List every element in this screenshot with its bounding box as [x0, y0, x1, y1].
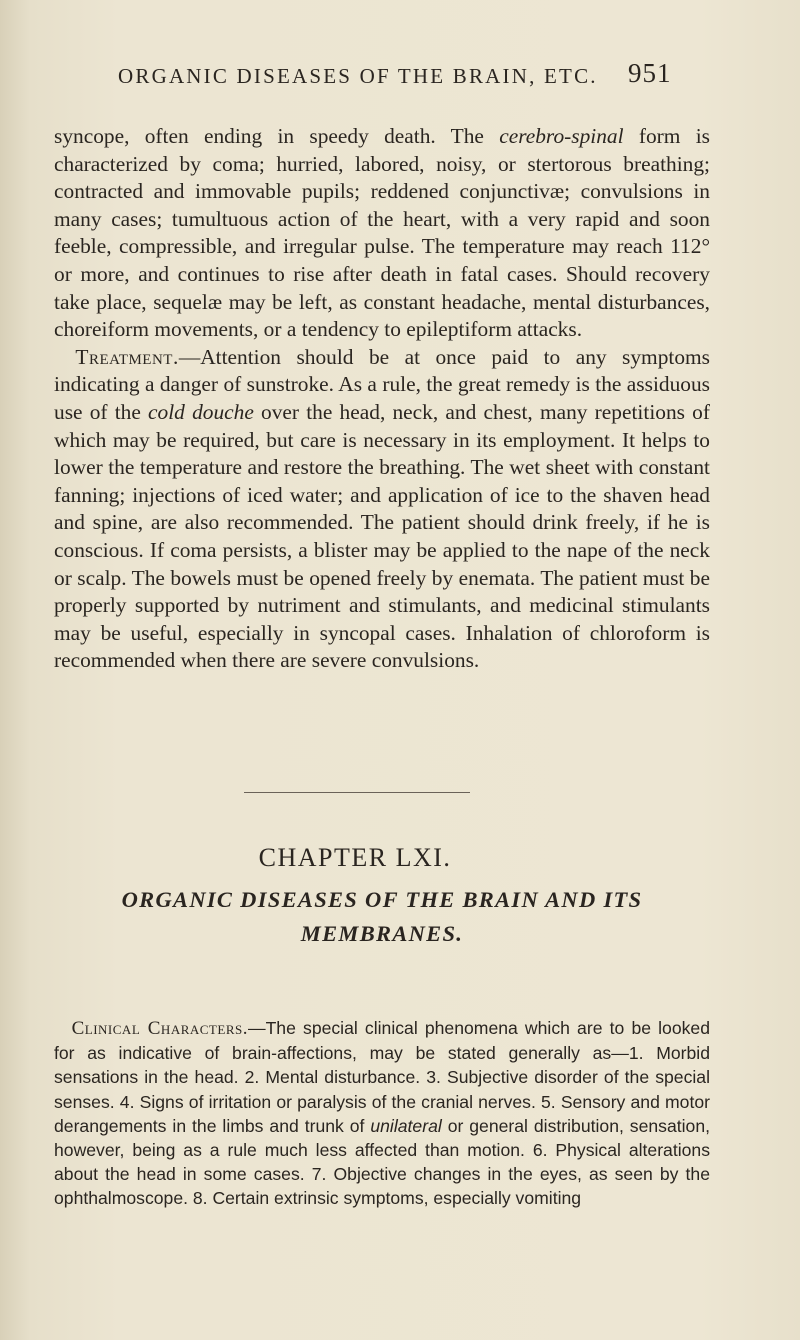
page-header: [0, 58, 800, 98]
clinical-italic-term: unilateral: [370, 1115, 442, 1136]
clinical-lead: Clinical Characters.: [71, 1018, 248, 1039]
chapter-heading: CHAPTER LXI.: [258, 843, 452, 872]
main-text: [54, 123, 710, 675]
paragraph1-text-b: form is characterized by coma; hurried, labored, noisy, or stertorous breathing; contracted and immovable pupils; reddened conjunctivæ; convulsions in many cases; tumultuous action of the heart, with a very rapid and soon feeble, compressible, and irregular pulse. The temperature may reach 112° or more, and continues to rise after death in fatal cases. Should recovery take place, sequelæ may be left, as constant headache, mental disturbances, choreiform movements, or a tendency to epileptiform attacks.: [54, 124, 711, 342]
clinical-text-b: or general distribution, sensation, however, being as a rule much less affected than motion. 6. Physical alterations about the head in some cases. 7. Objective changes in the eyes, as seen by the ophthalmoscope. 8. Certain extrinsic symptoms, especially vomiting: [54, 1115, 711, 1209]
paragraph-clinical: [54, 1016, 710, 1211]
paragraph2-text-a: —Attention should be at once paid to any symptoms indicating a danger of sunstroke. As a rule, the great remedy is the assiduous use of the: [54, 344, 710, 424]
clinical-characters-text: [54, 1016, 710, 1211]
paragraph-symptoms: [54, 123, 710, 344]
page-number: 951: [628, 58, 672, 88]
paragraph1-text-a: syncope, often ending in speedy death. The: [54, 124, 500, 148]
paragraph-treatment: [54, 344, 710, 675]
paragraph1-italic-term: cerebro-spinal: [499, 124, 624, 148]
section-divider: [244, 792, 470, 793]
paragraph2-italic-term: cold douche: [148, 399, 254, 424]
chapter-title: ORGANIC DISEASES OF THE BRAIN AND ITS MEMBRANES.: [121, 887, 643, 946]
running-head: ORGANIC DISEASES OF THE BRAIN, ETC.: [118, 64, 598, 88]
treatment-lead: Treatment.: [75, 344, 179, 369]
paragraph2-text-b: over the head, neck, and chest, many repetitions of which may be required, but care is necessary in its employment. It helps to lower the temperature and restore the breathing. The wet sheet with constant fanning; injections of iced water; and application of ice to the shaven head and spine, are also recommended. The patient should drink freely, if he is conscious. If coma persists, a blister may be applied to the nape of the neck or scalp. The bowels must be opened freely by enemata. The patient must be properly supported by nutriment and stimulants, and medicinal stimulants may be useful, especially in syncopal cases. Inhalation of chloroform is recommended when there are severe convulsions.: [54, 399, 710, 673]
clinical-text-a: —The special clinical phenomena which are to be looked for as indicative of brain-affections, may be stated generally as—1. Morbid sensations in the head. 2. Mental disturbance. 3. Subjective disorder of the special senses. 4. Signs of irritation or paralysis of the cranial nerves. 5. Sensory and motor derangements in the limbs and trunk of: [54, 1018, 710, 1136]
